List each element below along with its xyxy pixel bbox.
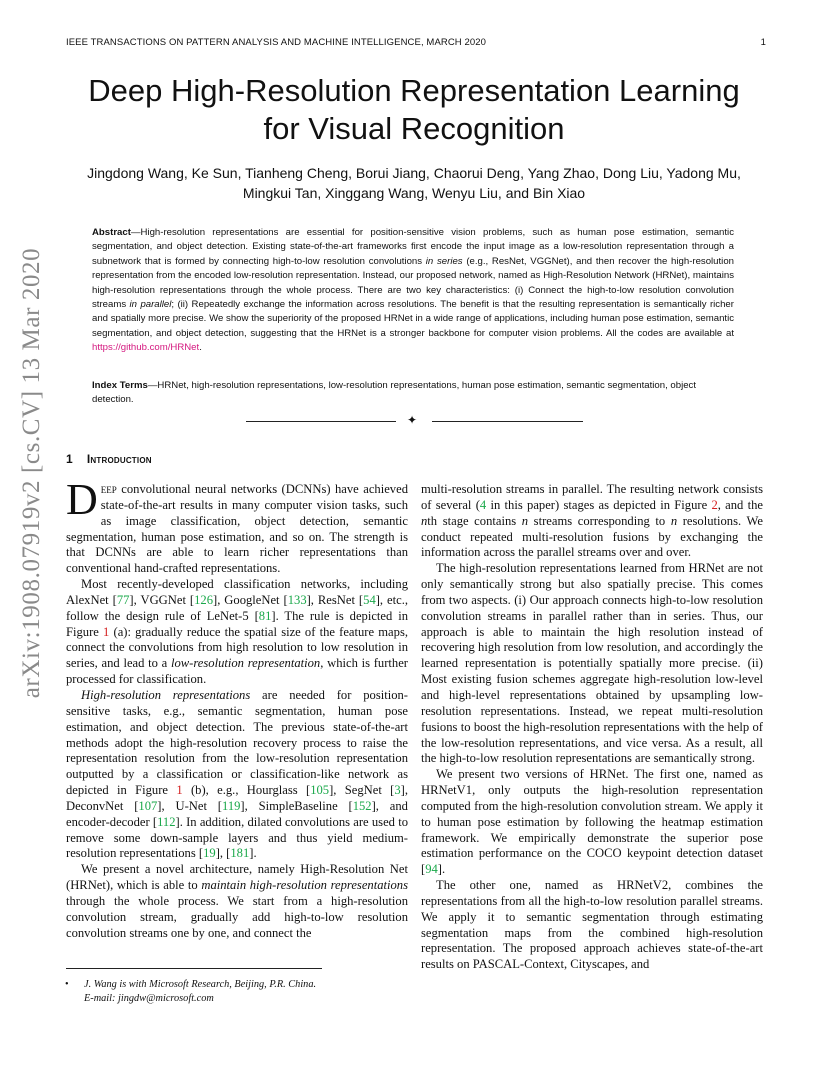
- paragraph-text: ], and encoder-decoder [: [66, 798, 408, 829]
- divider-right: [432, 421, 583, 422]
- paragraph-text: The high-resolution representations learned from HRNet are not only semantically strong but also spatially precise. This comes from two aspects. (i) Our approach connects high-to-low resolution convolution streams in parallel rather than in series. Thus, our approach is able to maintain the high resolution instead of recovering high resolution from low resolution, and accordingly the learned representation is potentially spatially more precise. (ii) Most existing fusion schemes aggregate high-resolution low-level and high-level representations obtained by upsampling low-resolution representations. Instead, we repeat multi-resolution fusions to boost the high-resolution representations with the help of the low-resolution representations, and vice versa. As a result, all the high-to-low resolution representations are semantically strong.: [421, 561, 763, 766]
- paragraph: [421, 767, 763, 878]
- paragraph-text: multi-resolution streams in parallel. The resulting network consists of several (: [421, 482, 763, 512]
- paragraph-text: Most recently-developed classification networks, including AlexNet [: [66, 577, 408, 607]
- drop-cap: D: [66, 475, 98, 524]
- github-link[interactable]: https://github.com/HRNet: [92, 342, 200, 354]
- abstract: [92, 226, 734, 356]
- paragraph-text: are needed for position-sensitive tasks, e.g., semantic segmentation, human pose estimation, and object detection. The previous state-of-the-art methods adopt the high-resolution recovery process to raise the representation resolution from the low-resolution representation outputted by a classification or classification-like network as depicted in Figure: [66, 687, 408, 798]
- index-terms-text: —HRNet, high-resolution representations, low-resolution representations, human pose estimation, semantic segmentation, object detection.: [92, 380, 697, 406]
- paragraph-text: through the whole process. We start from a high-resolution convolution stream, gradually add high-to-low resolution convolution streams one by one, and connect the: [66, 893, 408, 940]
- divider-star-icon: ✦: [407, 413, 418, 427]
- abstract-text: —High-resolution representations are essential for position-sensitive vision problems, such as human pose estimation, semantic segmentation, and object detection. Existing state-of-the-art frameworks first encode the input image as a low-resolution representation through a subnetwork that is formed by connecting high-to-low resolution convolutions: [92, 227, 734, 267]
- citation-link[interactable]: 3: [394, 783, 401, 798]
- paragraph: [66, 577, 408, 688]
- italic-phrase: low-resolution representation: [170, 656, 321, 671]
- citation-link[interactable]: 133: [287, 592, 307, 607]
- smallcaps-word: eep: [100, 482, 117, 496]
- citation-link[interactable]: 19: [203, 846, 216, 861]
- abstract-text: .: [199, 342, 202, 354]
- citation-link[interactable]: 81: [258, 608, 272, 623]
- paragraph-text: (a): gradually reduce the spatial size of the feature maps, connect the convolutions from high resolution to low resolution in series, and lead to a: [66, 624, 408, 671]
- arxiv-stamp-text: arXiv:1908.07919v2 [cs.CV] 13 Mar 2020: [18, 247, 45, 699]
- paragraph-text: resolutions. We conduct repeated multi-resolution fusions by exchanging the information across the parallel streams over and over.: [421, 513, 763, 560]
- paragraph: [421, 878, 763, 973]
- section-heading: [66, 452, 152, 466]
- authors-line-2: Mingkui Tan, Xinggang Wang, Wenyu Liu, and Bin Xiao: [242, 185, 586, 201]
- citation-link[interactable]: 112: [157, 814, 176, 829]
- citation-link[interactable]: 77: [116, 592, 130, 607]
- page-number: 1: [760, 37, 766, 48]
- paragraph-text: The other one, named as HRNetV2, combines the representations from all the high-to-low resolution parallel streams. We apply it to semantic segmentation through estimating segmentation maps from the combined high-resolution representation. The proposed approach achieves state-of-the-art results on PASCAL-Context, Cityscapes, and: [421, 878, 763, 972]
- math-variable: n: [421, 513, 428, 528]
- citation-link[interactable]: 126: [194, 592, 213, 607]
- paragraph-text: streams corresponding to: [528, 513, 671, 528]
- paragraph-text: , which is further processed for classification.: [66, 656, 408, 687]
- title-line-2: for Visual Recognition: [263, 111, 565, 146]
- paragraph-text: th stage contains: [427, 513, 522, 528]
- math-variable: n: [670, 513, 678, 528]
- paragraph-text: ], [: [215, 846, 231, 861]
- figure-ref-link[interactable]: 1: [103, 624, 110, 639]
- footnote-rule: [66, 968, 322, 969]
- paragraph: [421, 482, 763, 561]
- arxiv-stamp: [12, 247, 52, 699]
- citation-link[interactable]: 119: [221, 798, 241, 813]
- left-column: [66, 475, 409, 941]
- index-terms-label: Index Terms: [92, 380, 148, 391]
- paragraph-text: in this paper) stages as depicted in Figure: [486, 497, 712, 512]
- figure-ref-link[interactable]: 1: [176, 783, 183, 798]
- abstract-text: (e.g., ResNet, VGGNet), and then recover the high-resolution representation from the encoded low-resolution representation. Instead, our proposed network, named as High-Resolution Network (HRNet), maintains high-resolution representations through the whole process. There are two key characteristics: (i) Connect the high-to-low resolution convolution streams: [92, 255, 734, 311]
- paragraph-text: ], GoogleNet [: [213, 592, 288, 607]
- paragraph: [66, 862, 408, 941]
- paragraph-text: We present two versions of HRNet. The first one, named as HRNetV1, only outputs the high-resolution representation computed from the high-resolution convolution stream. We apply it to human pose estimation by following the heatmap estimation framework. We empirically demonstrate the superior pose estimation performance on the COCO keypoint detection dataset [: [421, 767, 763, 877]
- journal-name: IEEE TRANSACTIONS ON PATTERN ANALYSIS AND MACHINE INTELLIGENCE, MARCH 2020: [66, 37, 487, 48]
- paragraph: [421, 561, 763, 767]
- citation-link[interactable]: 105: [310, 783, 330, 798]
- abstract-italic: in series: [425, 255, 463, 267]
- footnote-line-2: E-mail: jingdw@microsoft.com: [84, 992, 214, 1004]
- running-header: [66, 37, 766, 48]
- index-terms: [92, 379, 734, 408]
- divider-left: [246, 421, 396, 422]
- paragraph-text: ], etc., follow the design rule of LeNet-5 [: [66, 592, 409, 623]
- paragraph-text: ], SegNet [: [329, 783, 395, 798]
- paragraph-text: ], ResNet [: [306, 592, 364, 607]
- figure-ref-link[interactable]: 2: [711, 497, 718, 512]
- section-number: 1: [66, 452, 73, 466]
- footnote-line-1: J. Wang is with Microsoft Research, Beijing, P.R. China.: [84, 979, 317, 990]
- paragraph-text: ], SimpleBaseline [: [240, 798, 353, 813]
- paragraph-text: ]. In addition, dilated convolutions are used to remove some down-sample layers and thus yield medium-resolution representations [: [66, 814, 408, 861]
- citation-link[interactable]: 54: [363, 592, 376, 607]
- paragraph: [66, 475, 408, 577]
- abstract-text: ; (ii) Repeatedly exchange the information across resolutions. The benefit is that the resulting representation is semantically richer and spatially more precise. We show the superiority of the proposed HRNet in a wide range of applications, including human pose estimation, semantic segmentation, and object detection, suggesting that the HRNet is a stronger backbone for computer vision problems. All the codes are available at: [92, 299, 734, 339]
- authors-line-1: Jingdong Wang, Ke Sun, Tianheng Cheng, Borui Jiang, Chaorui Deng, Yang Zhao, Dong Liu, Yadong Mu,: [87, 165, 741, 181]
- title-line-1: Deep High-Resolution Representation Learning: [88, 73, 740, 108]
- italic-phrase: High-resolution representations: [81, 687, 251, 702]
- citation-link[interactable]: 152: [352, 798, 372, 813]
- paragraph-text: We present a novel architecture, namely High-Resolution Net (HRNet), which is able to: [66, 862, 408, 893]
- author-list: [50, 163, 778, 203]
- footnote-text: [66, 978, 386, 1005]
- paragraph-text: ]. The rule is depicted in Figure: [66, 608, 409, 639]
- paragraph-text: ].: [437, 862, 446, 877]
- paper-title: [40, 72, 788, 148]
- citation-link[interactable]: 181: [230, 846, 250, 861]
- bullet-icon: •: [65, 979, 69, 990]
- footnote: [66, 978, 386, 1005]
- paragraph-text: convolutional neural networks (DCNNs) have achieved state-of-the-art results in many computer vision tasks, such as image classification, object detection, semantic segmentation, human pose estimation, and so on. The strength is that DCNNs are able to learn richer representations than conventional hand-crafted representations.: [66, 482, 408, 576]
- paragraph-text: ], DeconvNet [: [66, 783, 408, 813]
- section-title: Introduction: [86, 452, 152, 466]
- math-variable: n: [521, 513, 529, 528]
- right-column: [421, 482, 763, 973]
- paragraph-text: , and the: [717, 497, 764, 512]
- paragraph-text: ].: [249, 846, 257, 861]
- paragraph-text: ], U-Net [: [157, 798, 222, 813]
- italic-phrase: maintain high-resolution representations: [201, 878, 409, 893]
- paragraph: [66, 688, 408, 862]
- paragraph-text: (b), e.g., Hourglass [: [182, 783, 311, 798]
- abstract-italic: in parallel: [129, 299, 172, 311]
- count-link[interactable]: 4: [479, 497, 487, 512]
- abstract-label: Abstract: [92, 227, 131, 238]
- citation-link[interactable]: 107: [138, 798, 158, 813]
- paragraph-text: ], VGGNet [: [129, 592, 195, 607]
- citation-link[interactable]: 94: [425, 862, 438, 877]
